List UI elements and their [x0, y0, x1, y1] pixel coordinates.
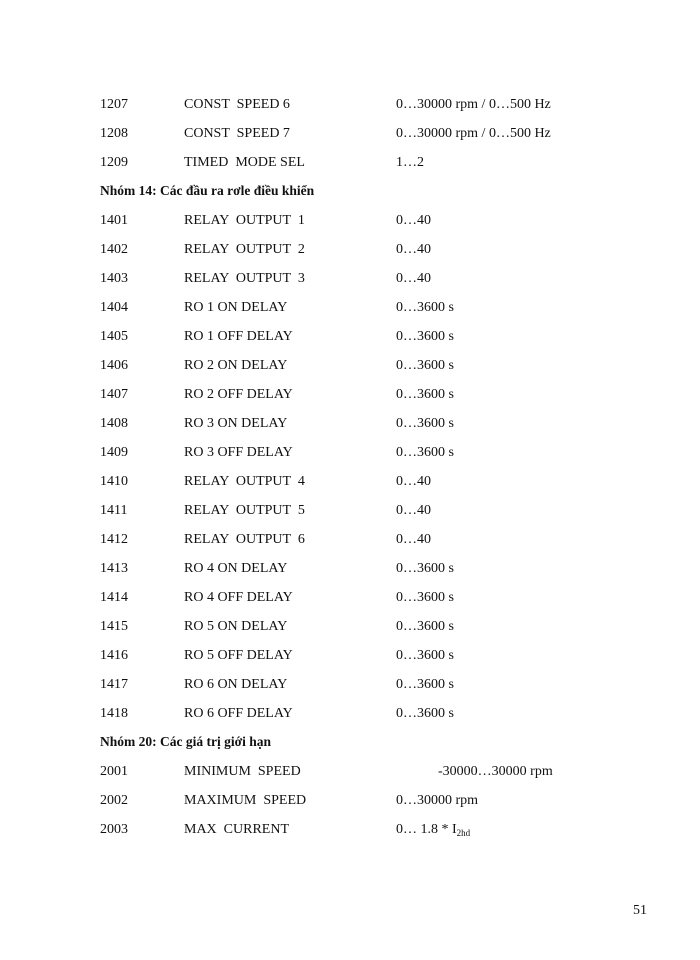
parameter-row: [0, 206, 700, 235]
parameter-code: 1208: [100, 126, 128, 141]
parameter-name: RO 4 ON DELAY: [184, 561, 288, 576]
parameter-range: [396, 416, 454, 432]
parameter-range: [396, 155, 424, 171]
parameter-range: [396, 532, 431, 548]
range-text: 0…3600 s: [396, 648, 454, 663]
parameter-code: 1402: [100, 242, 128, 257]
parameter-row: [0, 438, 700, 467]
parameter-name: RELAY OUTPUT 3: [184, 271, 305, 286]
parameter-code: 1411: [100, 503, 128, 518]
parameter-row: [0, 670, 700, 699]
parameter-row: [0, 409, 700, 438]
range-text: 0…40: [396, 271, 431, 286]
parameter-name: RELAY OUTPUT 4: [184, 474, 305, 489]
parameter-code: 2003: [100, 822, 128, 837]
parameter-code: 1412: [100, 532, 128, 547]
parameter-code: 1416: [100, 648, 128, 663]
parameter-name: RO 6 ON DELAY: [184, 677, 288, 692]
parameter-row: [0, 641, 700, 670]
range-text: 0…40: [396, 242, 431, 257]
range-text: 0…3600 s: [396, 416, 454, 431]
range-text: 0…30000 rpm: [396, 793, 479, 808]
parameter-range: [438, 764, 553, 780]
parameter-code: 2001: [100, 764, 128, 779]
range-text: 0…40: [396, 474, 431, 489]
section-header: [0, 728, 700, 757]
parameter-code: 1409: [100, 445, 128, 460]
parameter-code: 1415: [100, 619, 128, 634]
parameter-range: [396, 706, 454, 722]
parameter-code: 1403: [100, 271, 128, 286]
range-text: 0…3600 s: [396, 387, 454, 402]
parameter-name: RO 2 OFF DELAY: [184, 387, 293, 402]
range-text: 0…3600 s: [396, 677, 454, 692]
parameter-code: 1408: [100, 416, 128, 431]
parameter-row: [0, 264, 700, 293]
parameter-code: 1406: [100, 358, 128, 373]
range-text: 0… 1.8 * I: [396, 822, 457, 837]
parameter-range: [396, 561, 454, 577]
parameter-range: [396, 619, 454, 635]
parameter-range: [396, 590, 454, 606]
parameter-row: [0, 235, 700, 264]
parameter-range: [396, 213, 431, 229]
range-text: 0…40: [396, 532, 431, 547]
parameter-name: RO 5 OFF DELAY: [184, 648, 293, 663]
parameter-range: [396, 445, 454, 461]
parameter-code: 1413: [100, 561, 128, 576]
parameter-table: [0, 90, 700, 844]
parameter-code: 1404: [100, 300, 128, 315]
parameter-row: [0, 148, 700, 177]
page-number: 51: [633, 903, 647, 918]
parameter-row: [0, 525, 700, 554]
parameter-code: 1209: [100, 155, 128, 170]
section-title: Nhóm 20: Các giá trị giới hạn: [100, 734, 271, 749]
parameter-row: [0, 90, 700, 119]
parameter-row: [0, 757, 700, 786]
parameter-name: RO 3 ON DELAY: [184, 416, 288, 431]
range-text: -30000…30000 rpm: [438, 764, 553, 779]
parameter-range: [396, 474, 431, 490]
range-text: 0…40: [396, 213, 431, 228]
range-text: 0…3600 s: [396, 445, 454, 460]
parameter-row: [0, 380, 700, 409]
parameter-name: RELAY OUTPUT 1: [184, 213, 305, 228]
parameter-name: RO 6 OFF DELAY: [184, 706, 293, 721]
parameter-name: RO 2 ON DELAY: [184, 358, 288, 373]
parameter-range: [396, 648, 454, 664]
range-text: 0…30000 rpm / 0…500 Hz: [396, 126, 551, 141]
parameter-range: [396, 677, 454, 693]
parameter-code: 2002: [100, 793, 128, 808]
parameter-name: RO 3 OFF DELAY: [184, 445, 293, 460]
parameter-row: [0, 815, 700, 844]
parameter-name: CONST SPEED 7: [184, 126, 290, 141]
parameter-code: 1418: [100, 706, 128, 721]
parameter-name: RELAY OUTPUT 5: [184, 503, 305, 518]
parameter-code: 1414: [100, 590, 128, 605]
parameter-row: [0, 612, 700, 641]
parameter-row: [0, 496, 700, 525]
parameter-range: [396, 503, 431, 519]
parameter-code: 1405: [100, 329, 128, 344]
parameter-name: RO 4 OFF DELAY: [184, 590, 293, 605]
parameter-range: [396, 358, 454, 374]
parameter-code: 1410: [100, 474, 128, 489]
parameter-range: [396, 793, 478, 809]
parameter-range: [396, 97, 551, 113]
parameter-row: [0, 293, 700, 322]
range-text: 1…2: [396, 155, 424, 170]
range-text: 0…3600 s: [396, 300, 454, 315]
parameter-range: [396, 329, 454, 345]
range-subscript: 2hd: [456, 828, 471, 838]
parameter-row: [0, 351, 700, 380]
range-text: 0…3600 s: [396, 358, 454, 373]
section-header: [0, 177, 700, 206]
parameter-row: [0, 322, 700, 351]
parameter-code: 1401: [100, 213, 128, 228]
parameter-name: RO 1 ON DELAY: [184, 300, 288, 315]
parameter-code: 1407: [100, 387, 128, 402]
parameter-name: MAX CURRENT: [184, 822, 290, 837]
parameter-name: RELAY OUTPUT 6: [184, 532, 305, 547]
parameter-row: [0, 554, 700, 583]
range-text: 0…3600 s: [396, 619, 454, 634]
range-text: 0…3600 s: [396, 706, 454, 721]
range-text: 0…3600 s: [396, 329, 454, 344]
parameter-range: [396, 271, 431, 287]
parameter-range: [396, 126, 551, 142]
parameter-name: RO 5 ON DELAY: [184, 619, 288, 634]
range-text: 0…30000 rpm / 0…500 Hz: [396, 97, 551, 112]
range-text: 0…3600 s: [396, 561, 454, 576]
parameter-range: [396, 387, 454, 403]
parameter-row: [0, 467, 700, 496]
parameter-code: 1207: [100, 97, 128, 112]
range-text: 0…40: [396, 503, 431, 518]
parameter-name: RO 1 OFF DELAY: [184, 329, 293, 344]
parameter-range: [396, 300, 454, 316]
parameter-row: [0, 786, 700, 815]
parameter-row: [0, 583, 700, 612]
parameter-name: TIMED MODE SEL: [184, 155, 305, 170]
parameter-name: CONST SPEED 6: [184, 97, 290, 112]
parameter-name: RELAY OUTPUT 2: [184, 242, 305, 257]
parameter-row: [0, 699, 700, 728]
parameter-row: [0, 119, 700, 148]
range-text: 0…3600 s: [396, 590, 454, 605]
parameter-range: [396, 242, 431, 258]
parameter-name: MINIMUM SPEED: [184, 764, 301, 779]
section-title: Nhóm 14: Các đầu ra rơle điều khiển: [100, 183, 315, 198]
parameter-name: MAXIMUM SPEED: [184, 793, 307, 808]
parameter-range: [396, 822, 470, 838]
parameter-code: 1417: [100, 677, 128, 692]
